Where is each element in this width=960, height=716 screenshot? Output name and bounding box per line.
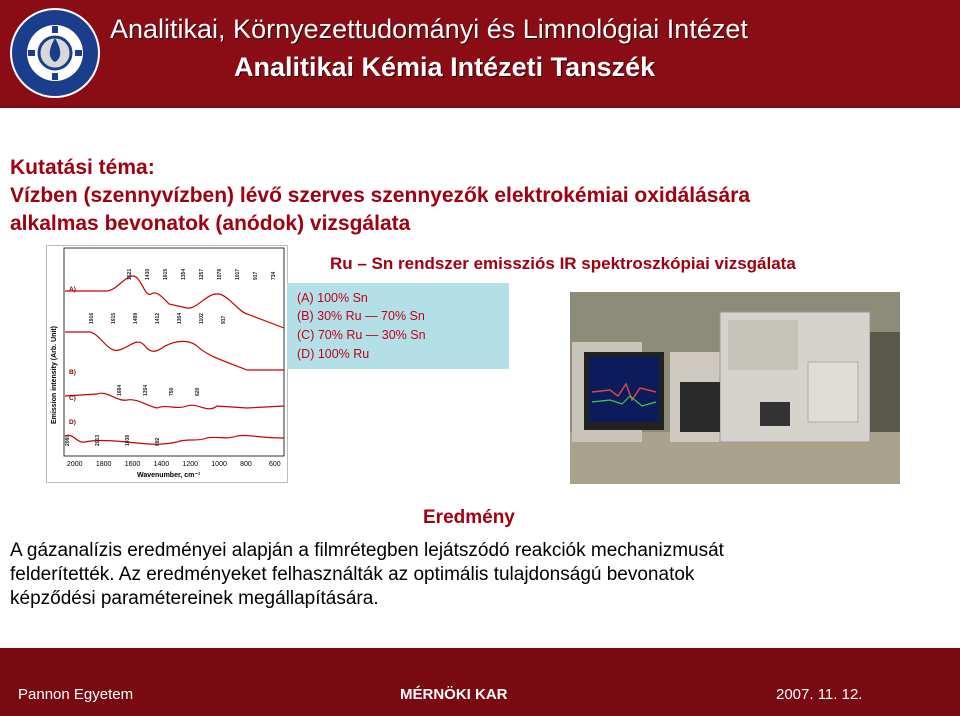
peak-label-1257: 1257 xyxy=(199,268,205,280)
institute-title: Analitikai, Környezettudományi és Limnológiai Intézet xyxy=(110,14,748,44)
peak-label-1489: 1489 xyxy=(133,312,139,324)
xtick-1600: 1600 xyxy=(124,461,141,468)
legend-item-c: (C) 70% Ru — 30% Sn xyxy=(297,328,426,342)
peak-label-2080: 2080 xyxy=(65,434,71,446)
xtick-2000: 2000 xyxy=(67,461,83,468)
peak-label-1078: 1078 xyxy=(217,268,223,280)
header xyxy=(0,0,960,106)
peak-label-1684: 1684 xyxy=(117,384,123,396)
spectrum-xlabel: Wavenumber, cm⁻¹ xyxy=(137,472,201,479)
peak-label-1354: 1354 xyxy=(143,384,149,396)
legend-item-a: (A) 100% Sn xyxy=(297,291,368,305)
spectrum-ylabel: Emission intensity (Arb. Unit) xyxy=(51,325,58,424)
topic-line-1: Vízben (szennyvízben) lévő szerves szennyezők elektrokémiai oxidálására xyxy=(10,184,750,207)
peak-label-1017: 1017 xyxy=(235,268,241,280)
peak-label-1615: 1615 xyxy=(111,312,117,324)
footer-date: 2007. 11. 12. xyxy=(776,686,863,703)
peak-label-1354: 1354 xyxy=(181,268,187,280)
peak-label-2013: 2013 xyxy=(95,434,101,446)
xtick-600: 600 xyxy=(269,461,281,468)
xtick-800: 800 xyxy=(240,461,252,468)
xtick-1400: 1400 xyxy=(153,461,170,468)
peak-label-1412: 1412 xyxy=(155,312,161,324)
result-line-1: A gázanalízis eredményei alapján a filmrétegben lejátszódó reakciók mechanizmusát xyxy=(10,540,724,561)
curve-label-1: B) xyxy=(69,369,76,376)
topic-line-2: alkalmas bevonatok (anódok) vizsgálata xyxy=(10,212,411,235)
result-heading: Eredmény xyxy=(423,507,515,528)
topic-heading: Kutatási téma: xyxy=(10,156,155,179)
footer-faculty: MÉRNÖKI KAR xyxy=(400,686,508,703)
peak-label-917: 917 xyxy=(221,315,227,324)
peak-label-750: 750 xyxy=(169,387,175,396)
peak-label-1354: 1354 xyxy=(177,312,183,324)
footer xyxy=(0,684,960,716)
peak-label-1038: 1038 xyxy=(125,434,131,446)
lab-equipment-photo xyxy=(570,292,900,484)
peak-label-734: 734 xyxy=(271,271,277,280)
curve-label-0: A) xyxy=(69,286,76,293)
peak-label-1615: 1615 xyxy=(163,268,169,280)
ir-legend xyxy=(287,283,509,369)
peak-label-892: 892 xyxy=(155,437,161,446)
legend-item-b: (B) 30% Ru — 70% Sn xyxy=(297,309,425,323)
xtick-1800: 1800 xyxy=(95,461,112,468)
department-title: Analitikai Kémia Intézeti Tanszék xyxy=(234,52,656,82)
ir-title: Ru – Sn rendszer emissziós IR spektroszkópiai vizsgálata xyxy=(330,254,796,273)
faculty-logo xyxy=(8,6,102,100)
result-line-2: felderítették. Az eredményeket felhasználták az optimális tulajdonságú bevonatok xyxy=(10,564,695,585)
curve-label-3: D) xyxy=(69,419,76,426)
ir-spectrum-figure xyxy=(46,245,288,483)
peak-label-1102: 1102 xyxy=(199,313,205,324)
peak-label-1916: 1916 xyxy=(89,312,95,324)
peak-label-1430: 1430 xyxy=(145,268,151,280)
xtick-1000: 1000 xyxy=(211,461,227,468)
xtick-1200: 1200 xyxy=(182,461,199,468)
curve-label-2: C) xyxy=(69,395,76,402)
result-line-3: képződési paramétereinek megállapítására. xyxy=(10,588,379,609)
peak-label-917: 917 xyxy=(253,271,259,280)
legend-item-d: (D) 100% Ru xyxy=(297,347,370,361)
peak-label-1521: 1521 xyxy=(127,268,133,280)
peak-label-620: 620 xyxy=(195,387,201,396)
footer-university: Pannon Egyetem xyxy=(18,686,134,703)
